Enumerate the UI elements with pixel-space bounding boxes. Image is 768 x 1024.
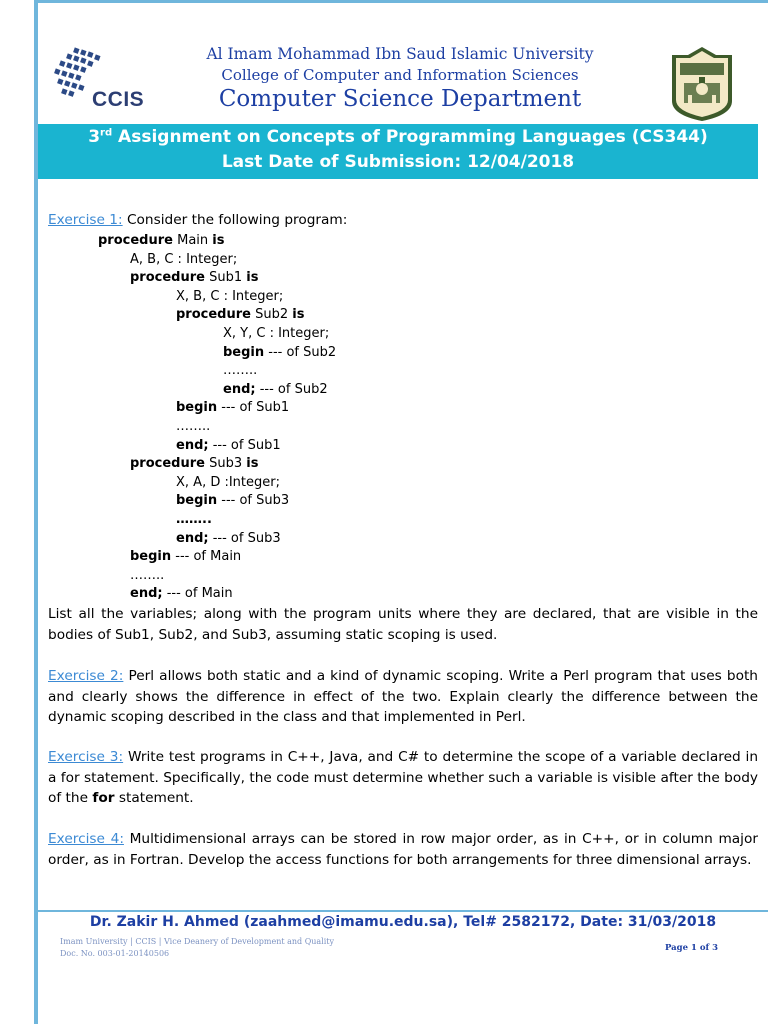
exercise-4: [48, 829, 758, 870]
code-text: X, A, D :Integer;: [176, 474, 280, 490]
footer-author: Dr. Zakir H. Ahmed (zaahmed@imamu.edu.sa), Tel# 2582172, Date: 31/03/2018: [89, 914, 717, 930]
code-line: [48, 344, 336, 363]
exercise-3-text-end: statement.: [114, 790, 194, 806]
code-line: [48, 288, 336, 307]
code-keyword: begin: [176, 493, 218, 509]
code-line: [48, 362, 336, 381]
code-line: [48, 269, 336, 288]
exercise-1-intro: Consider the following program:: [122, 212, 348, 228]
code-text: A, B, C : Integer;: [130, 251, 238, 267]
code-text: X, B, C : Integer;: [176, 288, 284, 304]
ccis-logo-text: CCIS: [92, 88, 145, 111]
code-line: [48, 306, 336, 325]
code-text: Sub2: [250, 307, 293, 323]
footer-divider: [34, 910, 768, 912]
exercise-3-keyword: for: [92, 790, 115, 806]
code-line: [48, 455, 336, 474]
footer-doc-number: Doc. No. 003-01-20140506: [60, 949, 170, 958]
exercise-2-title: Exercise 2:: [48, 668, 124, 684]
department-name: Computer Science Department: [218, 86, 582, 112]
ccis-logo: [50, 44, 145, 114]
assignment-title: [38, 127, 758, 147]
code-keyword: procedure: [176, 307, 251, 323]
assignment-number: 3: [88, 127, 101, 147]
exercise-2-text: Perl allows both static and a kind of dynamic scoping. Write a Perl program that uses both and clearly shows the difference in effect of the two. Explain clearly the difference between the dynamic scoping described in the class and that implemented in Perl.: [48, 668, 758, 725]
code-text: X, Y, C : Integer;: [223, 325, 330, 341]
assignment-banner: [38, 124, 758, 179]
exercise-4-text: Multidimensional arrays can be stored in row major order, as in C++, or in column major order, as in Fortran. Develop the access functions for both arrangements for three dimensional arrays.: [48, 831, 758, 868]
code-line: [48, 511, 336, 530]
college-name: College of Computer and Information Sciences: [221, 66, 579, 84]
code-line: [48, 232, 336, 251]
code-line: [48, 567, 336, 586]
code-keyword: is: [246, 456, 259, 472]
page-border-top: [34, 0, 768, 3]
code-keyword: end;: [176, 530, 209, 546]
code-text: --- of Sub1: [217, 400, 290, 416]
code-keyword: procedure: [98, 233, 173, 248]
code-keyword: begin: [130, 549, 172, 565]
code-text: Sub1: [204, 270, 247, 286]
exercise-2: [48, 666, 758, 728]
code-line: [48, 325, 336, 344]
code-keyword: begin: [176, 400, 218, 416]
exercise-1-program: [48, 232, 336, 604]
exercise-1-question: List all the variables; along with the program units where they are declared, that are visible in the bodies of Sub1, Sub2, and Sub3, assuming static scoping is used.: [48, 606, 758, 643]
code-text: ……..: [130, 567, 165, 583]
page-number: Page 1 of 3: [665, 943, 719, 953]
exercise-4-title: Exercise 4:: [48, 831, 124, 847]
code-text: Main: [172, 233, 213, 248]
assignment-course: Assignment on Concepts of Programming Languages (CS344): [112, 127, 708, 147]
code-line: [48, 437, 336, 456]
code-keyword: procedure: [130, 270, 205, 286]
code-keyword: is: [212, 233, 225, 248]
exercise-1-title: Exercise 1:: [48, 212, 123, 228]
footer-institution: Imam University | CCIS | Vice Deanery of Development and Quality: [60, 937, 335, 946]
code-line: [48, 381, 336, 400]
code-line: [48, 474, 336, 493]
code-keyword: procedure: [130, 456, 205, 472]
code-line: [48, 492, 336, 511]
code-keyword: is: [292, 307, 305, 323]
code-keyword: end;: [176, 437, 209, 453]
code-line: [48, 530, 336, 549]
exercise-1-heading: [48, 211, 758, 230]
code-text: --- of Sub3: [217, 493, 290, 509]
code-text: ……..: [176, 418, 211, 434]
submission-date: Last Date of Submission: 12/04/2018: [221, 152, 575, 172]
code-keyword: end;: [130, 586, 163, 602]
exercise-3: [48, 747, 758, 809]
code-keyword: is: [246, 270, 259, 286]
code-text: --- of Sub1: [208, 437, 281, 453]
code-line: [48, 585, 336, 604]
code-text: ……..: [223, 363, 258, 379]
code-keyword: end;: [223, 381, 256, 397]
code-text: Sub3: [204, 456, 247, 472]
exercise-3-text: Write test programs in C++, Java, and C# to determine the scope of a variable declared in a for statement. Specifically, the code must determine whether such a variable is visible after the body of the: [48, 749, 758, 806]
assignment-ordinal: rd: [100, 127, 113, 139]
code-text: --- of Main: [162, 586, 233, 602]
university-emblem: [666, 45, 738, 123]
code-keyword: begin: [223, 344, 265, 360]
code-line: [48, 251, 336, 270]
code-text: --- of Sub3: [208, 530, 281, 546]
code-line: [48, 399, 336, 418]
code-text: --- of Main: [171, 549, 242, 565]
code-text: --- of Sub2: [264, 344, 337, 360]
exercise-3-title: Exercise 3:: [48, 749, 124, 765]
code-line: [48, 418, 336, 437]
code-text: --- of Sub2: [255, 381, 328, 397]
university-name: Al Imam Mohammad Ibn Saud Islamic University: [206, 45, 594, 63]
code-line: [48, 548, 336, 567]
code-keyword: ……..: [176, 511, 212, 527]
